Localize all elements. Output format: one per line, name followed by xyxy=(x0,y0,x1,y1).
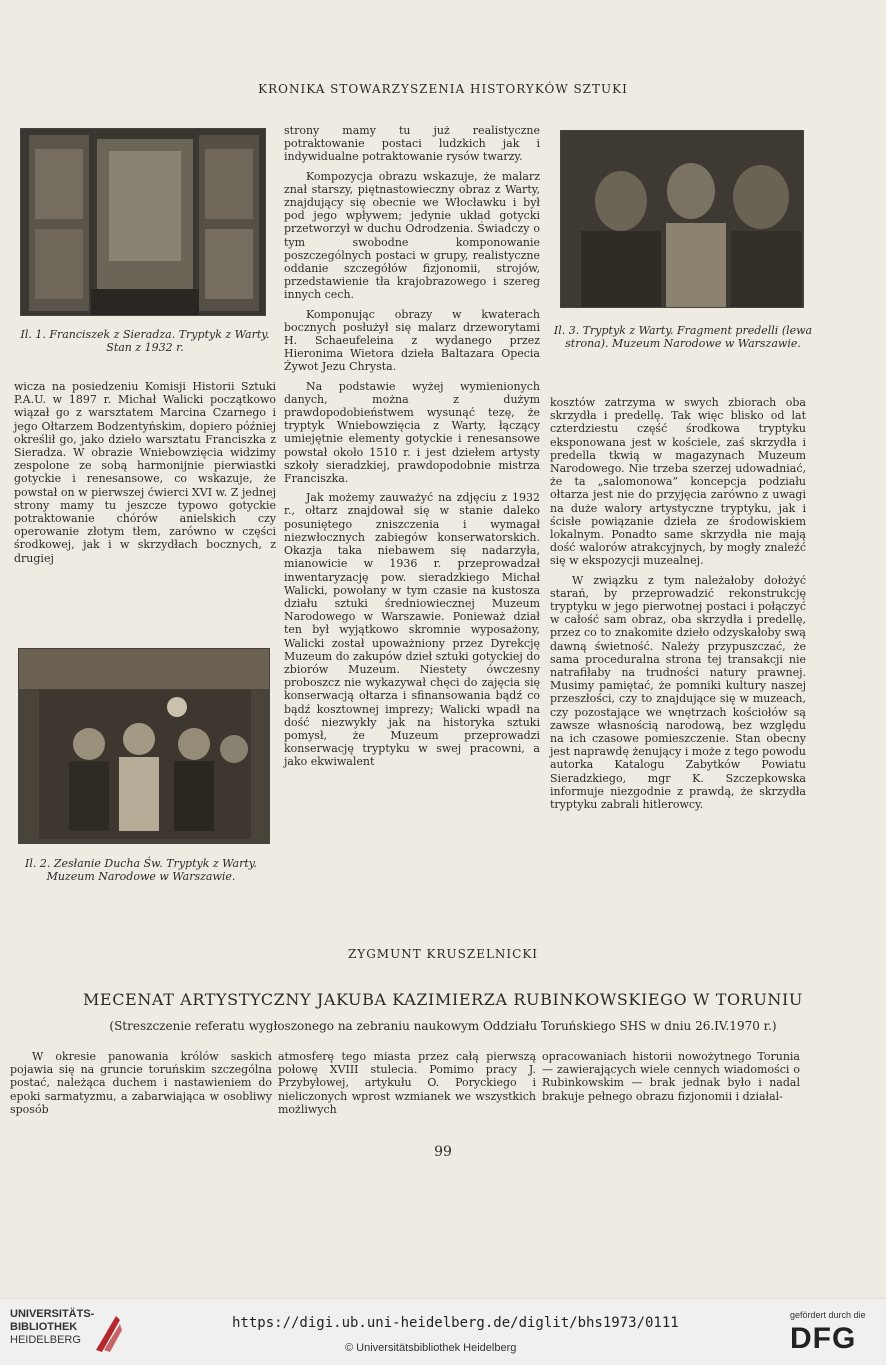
library-name-line3: HEIDELBERG xyxy=(10,1334,81,1346)
figure-1-caption: Il. 1. Franciszek z Sieradza. Tryptyk z Warty. Stan z 1932 r. xyxy=(20,328,270,354)
figure-2-caption: Il. 2. Zesłanie Ducha Św. Tryptyk z Warty. Muzeum Narodowe w Warszawie. xyxy=(25,857,257,883)
library-name-line1: UNIVERSITÄTS- xyxy=(10,1308,95,1320)
library-emblem-icon xyxy=(90,1310,124,1354)
altarpiece-photo-1 xyxy=(21,129,266,316)
paragraph: opracowaniach historii nowożytnego Torunia — zawierających wiele cennych wiadomości o Rubinkowskim — brak jednak było i nadal brakuje pełnego obrazu fizjonomii i działal- xyxy=(542,1050,800,1103)
paragraph: kosztów zatrzyma w swych zbiorach oba skrzydła i predellę. Tak więc blisko od lat czterdziestu część środkowa tryptyku eksponowana jest w kościele, zaś skrzydła i predella tkwią w magazynach Muzeum Narodowego. Nie trzeba szerzej udowadniać, że ta „salomonowa” koncepcja podziału ołtarza jest nie do przyjęcia zarówno z uwagi na duże walory artystyczne tryptyku, jak i ścisłe powiązanie dzieła ze środowiskiem lokalnym. Ponadto same skrzydła nie mają dość walorów atrakcyjnych, by mogły znaleźć się w ekspozycji muzealnej. xyxy=(550,396,806,568)
bottom-column-right xyxy=(542,1050,800,1109)
footer-bar xyxy=(0,1298,886,1365)
library-logo[interactable] xyxy=(10,1308,94,1347)
paragraph: atmosferę tego miasta przez całą pierwszą połowę XVIII stulecia. Pomimo pracy J. Przybyłowej, artykułu O. Poryckiego i nieliczonych wprost wzmianek we wszystkich możliwych xyxy=(278,1050,536,1116)
paragraph: wicza na posiedzeniu Komisji Historii Sztuki P.A.U. w 1897 r. Michał Walicki początkowo wiązał go z warsztatem Marcina Czarnego i jego Ołtarzem Bodzentyńskim, dopiero później określił go, jako dzieło warsztatu Franciszka z Sieradza. W obrazie Wniebowzięcia widzimy zespolone ze sobą harmonijnie pierwiastki gotyckie i renesansowe, co wskazuje, że powstał on w pierwszej ćwierci XVI w. Z jednej strony mamy tu jeszcze typowo gotyckie potraktowanie chórów anielskich czy operowanie złotym tłem, zarówno w części środkowej, jak i w skrzydłach bocznych, z drugiej xyxy=(14,380,276,565)
article-subtitle: (Streszczenie referatu wygłoszonego na zebraniu naukowym Oddziału Toruńskiego SHS w dniu 26.IV.1970 r.) xyxy=(109,1019,777,1033)
copyright-notice: © Universitätsbibliothek Heidelberg xyxy=(345,1342,517,1354)
altarpiece-photo-2 xyxy=(19,649,270,844)
permalink-url[interactable]: https://digi.ub.uni-heidelberg.de/diglit/bhs1973/0111 xyxy=(232,1315,679,1331)
bottom-column-middle xyxy=(278,1050,536,1122)
column-left xyxy=(14,380,276,571)
paragraph: Komponując obrazy w kwaterach bocznych posłużył się malarz drzeworytami H. Schaeufeleina z wydanego przez Hieronima Wietora dzieła Baltazara Opecia Żywot Jezu Chrysta. xyxy=(284,307,540,374)
article-author: ZYGMUNT KRUSZELNICKI xyxy=(347,947,539,961)
page-number: 99 xyxy=(434,1144,452,1160)
paragraph: Kompozycja obrazu wskazuje, że malarz znał starszy, piętnastowieczny obraz z Warty, znajdujący się obecnie we Włocławku i był pod jego wpływem; jedynie układ gotycki przetworzył w duchu Odrodzenia. Świadczy o tym swobodne komponowanie poszczególnych postaci w grupy, realistyczne oddanie szczegółów fizjonomii, strojów, przedstawienie tła krajobrazowego i szereg innych cech. xyxy=(284,169,540,302)
column-right xyxy=(550,396,806,817)
figure-3-caption: Il. 3. Tryptyk z Warty. Fragment predelli (lewa strona). Muzeum Narodowe w Warszawie. xyxy=(553,324,813,350)
paragraph: Na podstawie wyżej wymienionych danych, można z dużym prawdopodobieństwem wysunąć tezę, że tryptyk Wniebowzięcia z Warty, łączący umiejętnie elementy gotyckie i renesansowe powstał około 1510 r. i jest dziełem artysty szkoły sieradzkiej, prawdopodobnie mistrza Franciszka. xyxy=(284,379,540,486)
running-head: KRONIKA STOWARZYSZENIA HISTORYKÓW SZTUKI xyxy=(258,82,628,96)
figure-1-photo xyxy=(20,128,266,316)
paragraph: W okresie panowania królów saskich pojawia się na gruncie toruńskim szczególna postać, należąca duchem i nastawieniem do epoki sarmatyzmu, a zabarwiająca w osobliwy sposób xyxy=(10,1050,272,1116)
dfg-logo[interactable]: DFG xyxy=(790,1322,857,1355)
figure-2-photo xyxy=(18,648,270,844)
paragraph: Jak możemy zauważyć na zdjęciu z 1932 r., ołtarz znajdował się w stanie daleko posuniętego zniszczenia i wymagał niezwłocznych zabiegów konserwatorskich. Okazja taka niebawem się nadarzyła, mianowicie w 1936 r. przeprowadzał inwentaryzację pow. sieradzkiego Michał Walicki, powołany w tym czasie na kustosza działu sztuki średniowiecznej Muzeum Narodowego w Warszawie. Ponieważ dział ten był wyjątkowo skromnie wyposażony, Walicki został upoważniony przez Dyrekcję Muzeum do zakupów dzieł sztuki gotyckiej do zbiorów Muzeum. Niestety ówczesny proboszcz nie wykazywał chęci do zajęcia się konserwacją ołtarza i sfinansowania bądź co bądź kosztownej imprezy; Walicki wpadł na dość niezwykły jak na historyka sztuki pomysł, że Muzeum przeprowadzi konserwację tryptyku w swej pracowni, a jako ekwiwalent xyxy=(284,491,540,769)
paragraph: strony mamy tu już realistyczne potraktowanie postaci ludzkich jak i indywidualne potraktowanie rysów twarzy. xyxy=(284,124,540,164)
article-title: MECENAT ARTYSTYCZNY JAKUBA KAZIMIERZA RUBINKOWSKIEGO W TORUNIU xyxy=(82,990,804,1009)
paragraph: W związku z tym należałoby dołożyć starań, by przeprowadzić rekonstrukcję tryptyku w jego pierwotnej postaci i połączyć w całość sam obraz, oba skrzydła i predellę, przez co to znakomite dzieło odzyskałoby swą dawną świetność. Należy przypuszczać, że sama proceduralna strona tej transakcji nie natrafiłaby na trudności natury prawnej. Musimy pamiętać, że pomniki kultury naszej przeszłości, czy to znajdujące się w muzeach, czy pozostające we wnętrzach kościołów są zawsze własnością narodową, bez względu na ich czasowe pomieszczenie. Stan obecny jest naprawdę żenujący i może z tego powodu autorka Katalogu Zabytków Powiatu Sieradzkiego, mgr K. Szczepkowska informuje niezgodnie z prawdą, że skrzydła tryptyku zabrali hitlerowcy. xyxy=(550,573,806,812)
funding-label: gefördert durch die xyxy=(790,1310,866,1320)
column-middle xyxy=(284,124,540,775)
bottom-column-left xyxy=(10,1050,272,1122)
figure-3-photo xyxy=(560,130,804,308)
library-name-line2: BIBLIOTHEK xyxy=(10,1321,78,1333)
predella-photo xyxy=(561,131,804,308)
